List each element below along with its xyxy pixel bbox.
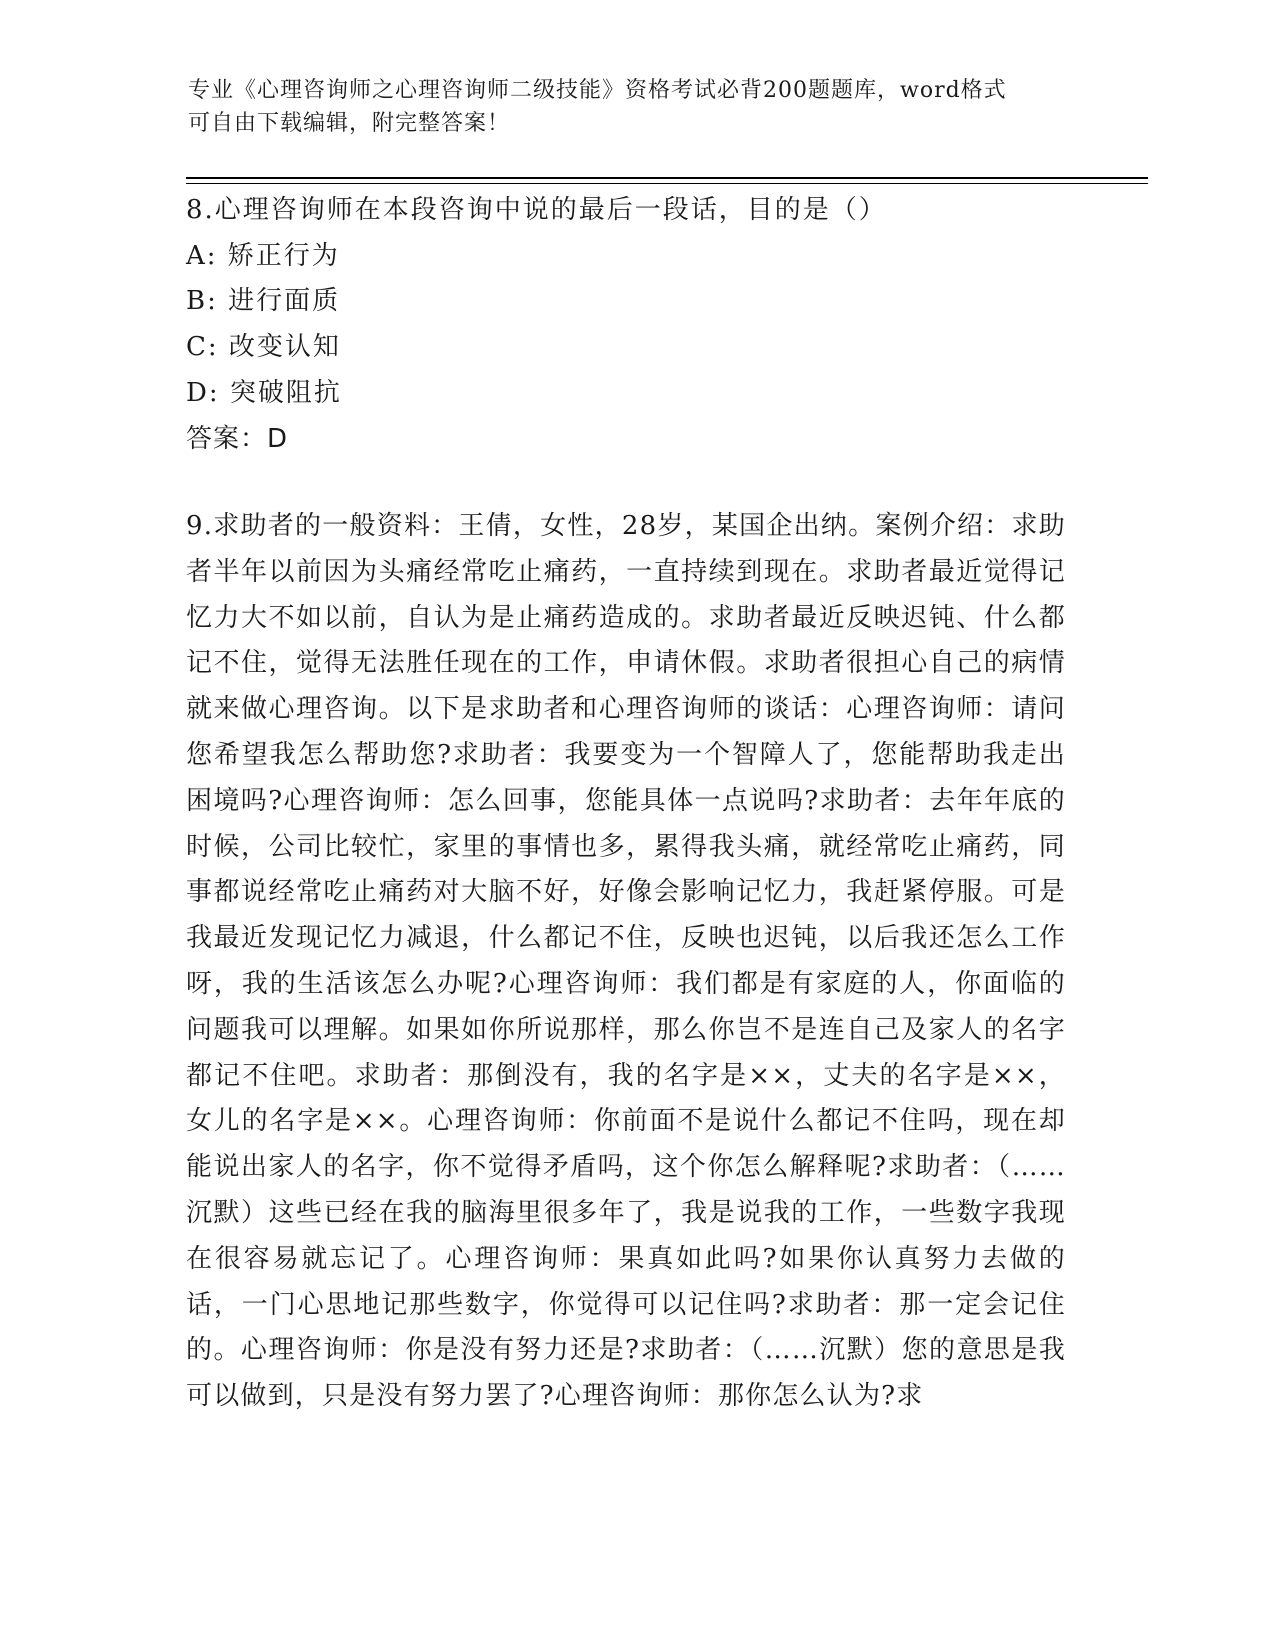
question-8-option-a: A: 矫正行为 [186, 240, 340, 271]
question-8-option-b: B: 进行面质 [186, 286, 341, 317]
document-header [188, 74, 1068, 140]
question-8-answer: 答案：D [186, 423, 289, 454]
header-divider-thick [186, 177, 1148, 179]
header-divider-thin [186, 183, 1148, 184]
question-8 [186, 188, 1086, 462]
header-line-1: 专业《心理咨询师之心理咨询师二级技能》资格考试必背200题题库，word格式 [188, 78, 1007, 103]
question-8-option-c: C: 改变认知 [186, 332, 341, 363]
question-8-stem: 8.心理咨询师在本段咨询中说的最后一段话，目的是（） [186, 195, 887, 225]
question-9-case-text: 9.求助者的一般资料：王倩，女性，28岁，某国企出纳。案例介绍：求助者半年以前因为头痛经常吃止痛药，一直持续到现在。求助者最近觉得记忆力大不如以前，自认为是止痛药造成的。求助者最近反映迟钝、什么都记不住，觉得无法胜任现在的工作，申请休假。求助者很担心自己的病情就来做心理咨询。以下是求助者和心理咨询师的谈话：心理咨询师：请问您希望我怎么帮助您?求助者：我要变为一个智障人了，您能帮助我走出困境吗?心理咨询师：怎么回事，您能具体一点说吗?求助者：去年年底的时候，公司比较忙，家里的事情也多，累得我头痛，就经常吃止痛药，同事都说经常吃止痛药对大脑不好，好像会影响记忆力，我赶紧停服。可是我最近发现记忆力减退，什么都记不住，反映也迟钝，以后我还怎么工作呀，我的生活该怎么办呢?心理咨询师：我们都是有家庭的人，你面临的问题我可以理解。如果如你所说那样，那么你岂不是连自己及家人的名字都记不住吧。求助者：那倒没有，我的名字是××，丈夫的名字是××，女儿的名字是××。心理咨询师：你前面不是说什么都记不住吗，现在却能说出家人的名字，你不觉得矛盾吗，这个你怎么解释呢?求助者：（……沉默）这些已经在我的脑海里很多年了，我是说我的工作，一些数字我现在很容易就忘记了。心理咨询师：果真如此吗?如果你认真努力去做的话，一门心思地记那些数字，你觉得可以记住吗?求助者：那一定会记住的。心理咨询师：你是没有努力还是?求助者：（……沉默）您的意思是我可以做到，只是没有努力罢了?心理咨询师：那你怎么认为?求 [186, 511, 1066, 1412]
header-line-2: 可自由下载编辑，附完整答案！ [188, 111, 511, 136]
question-8-option-d: D: 突破阻抗 [186, 377, 342, 408]
